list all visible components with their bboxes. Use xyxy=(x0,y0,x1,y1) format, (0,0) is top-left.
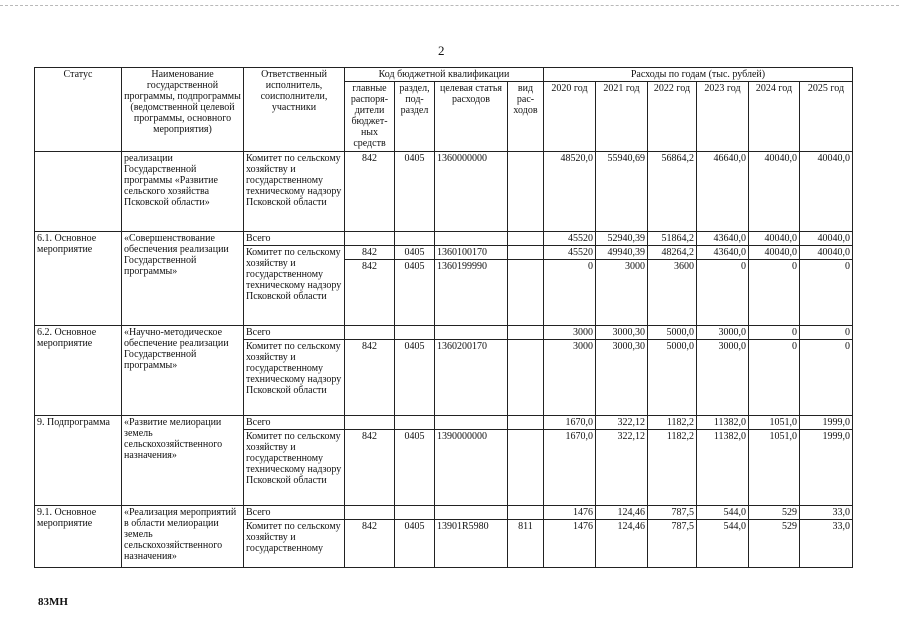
executor-cell: Комитет по сельскому хозяйству и государственному техническому надзору Псковской области xyxy=(244,430,345,506)
col-header-target: целевая статья расходов xyxy=(435,82,508,152)
target-cell: 1360200170 xyxy=(435,340,508,416)
grbs-cell: 842 xyxy=(345,260,395,326)
year-value-cell: 1670,0 xyxy=(544,416,596,430)
table-row xyxy=(35,506,853,520)
year-value-cell: 43640,0 xyxy=(697,246,749,260)
col-header-grbs: главные распоря-дители бюджет-ных средств xyxy=(345,82,395,152)
grbs-cell xyxy=(345,506,395,520)
year-value-cell: 40040,0 xyxy=(800,152,853,232)
year-value-cell: 124,46 xyxy=(596,506,648,520)
year-value-cell: 3000,30 xyxy=(596,340,648,416)
year-value-cell: 787,5 xyxy=(648,506,697,520)
target-cell xyxy=(435,232,508,246)
section-cell: 0405 xyxy=(395,340,435,416)
year-value-cell: 0 xyxy=(749,260,800,326)
exp-type-cell xyxy=(508,416,544,430)
year-value-cell: 43640,0 xyxy=(697,232,749,246)
year-value-cell: 0 xyxy=(800,326,853,340)
year-value-cell: 3000,0 xyxy=(697,326,749,340)
exp-type-cell xyxy=(508,506,544,520)
year-value-cell: 1051,0 xyxy=(749,416,800,430)
grbs-cell: 842 xyxy=(345,430,395,506)
name-cell: «Совершенствование обеспечения реализации Государственной программы» xyxy=(122,232,244,326)
executor-cell: Всего xyxy=(244,232,345,246)
grbs-cell: 842 xyxy=(345,152,395,232)
col-header-year: 2025 год xyxy=(800,82,853,152)
exp-type-cell xyxy=(508,246,544,260)
section-cell xyxy=(395,506,435,520)
name-cell: «Научно-методическое обеспечение реализации Государственной программы» xyxy=(122,326,244,416)
year-value-cell: 1476 xyxy=(544,520,596,568)
executor-cell: Комитет по сельскому хозяйству и государственному техническому надзору Псковской области xyxy=(244,246,345,326)
target-cell: 1360100170 xyxy=(435,246,508,260)
year-value-cell: 51864,2 xyxy=(648,232,697,246)
year-value-cell: 1182,2 xyxy=(648,416,697,430)
target-cell xyxy=(435,506,508,520)
col-header-year: 2020 год xyxy=(544,82,596,152)
col-header-year: 2022 год xyxy=(648,82,697,152)
year-value-cell: 3000,30 xyxy=(596,326,648,340)
page-number: 2 xyxy=(438,43,445,58)
table-row xyxy=(35,416,853,430)
grbs-cell: 842 xyxy=(345,340,395,416)
grbs-cell: 842 xyxy=(345,246,395,260)
col-header-year: 2024 год xyxy=(749,82,800,152)
exp-type-cell xyxy=(508,232,544,246)
grbs-cell xyxy=(345,232,395,246)
year-value-cell: 3600 xyxy=(648,260,697,326)
target-cell: 1390000000 xyxy=(435,430,508,506)
year-value-cell: 33,0 xyxy=(800,506,853,520)
year-value-cell: 40040,0 xyxy=(749,246,800,260)
year-value-cell: 48264,2 xyxy=(648,246,697,260)
exp-type-cell: 811 xyxy=(508,520,544,568)
year-value-cell: 11382,0 xyxy=(697,416,749,430)
year-value-cell: 544,0 xyxy=(697,520,749,568)
executor-cell: Всего xyxy=(244,506,345,520)
scan-artifact-line xyxy=(0,5,899,6)
col-header-budget-code: Код бюджетной квалификации xyxy=(345,68,544,82)
section-cell xyxy=(395,326,435,340)
year-value-cell: 1999,0 xyxy=(800,416,853,430)
year-value-cell: 529 xyxy=(749,506,800,520)
year-value-cell: 1051,0 xyxy=(749,430,800,506)
name-cell: «Реализация мероприятий в области мелиорации земель сельскохозяйственного назначения» xyxy=(122,506,244,568)
name-cell: «Развитие мелиорации земель сельскохозяйственного назначения» xyxy=(122,416,244,506)
year-value-cell: 787,5 xyxy=(648,520,697,568)
exp-type-cell xyxy=(508,260,544,326)
year-value-cell: 1476 xyxy=(544,506,596,520)
table-row xyxy=(35,232,853,246)
col-header-name: Наименование государственной программы, подпрограммы (ведомственной целевой программы, основного мероприятия) xyxy=(122,68,244,152)
status-cell: 9. Подпрограмма xyxy=(35,416,122,506)
year-value-cell: 3000 xyxy=(544,340,596,416)
exp-type-cell xyxy=(508,430,544,506)
year-value-cell: 322,12 xyxy=(596,430,648,506)
year-value-cell: 46640,0 xyxy=(697,152,749,232)
year-value-cell: 3000 xyxy=(596,260,648,326)
section-cell xyxy=(395,416,435,430)
year-value-cell: 45520 xyxy=(544,246,596,260)
year-value-cell: 11382,0 xyxy=(697,430,749,506)
executor-cell: Всего xyxy=(244,326,345,340)
col-header-responsible: Ответственный исполнитель, соисполнители, участники xyxy=(244,68,345,152)
year-value-cell: 40040,0 xyxy=(749,232,800,246)
status-cell: 6.2. Основное мероприятие xyxy=(35,326,122,416)
year-value-cell: 52940,39 xyxy=(596,232,648,246)
year-value-cell: 40040,0 xyxy=(749,152,800,232)
status-cell: 6.1. Основное мероприятие xyxy=(35,232,122,326)
table-row xyxy=(35,152,853,232)
target-cell xyxy=(435,326,508,340)
section-cell xyxy=(395,232,435,246)
section-cell: 0405 xyxy=(395,246,435,260)
target-cell: 1360000000 xyxy=(435,152,508,232)
year-value-cell: 1182,2 xyxy=(648,430,697,506)
status-cell xyxy=(35,152,122,232)
year-value-cell: 55940,69 xyxy=(596,152,648,232)
year-value-cell: 40040,0 xyxy=(800,232,853,246)
target-cell: 13901R5980 xyxy=(435,520,508,568)
target-cell xyxy=(435,416,508,430)
exp-type-cell xyxy=(508,326,544,340)
year-value-cell: 322,12 xyxy=(596,416,648,430)
grbs-cell: 842 xyxy=(345,520,395,568)
year-value-cell: 0 xyxy=(749,340,800,416)
year-value-cell: 45520 xyxy=(544,232,596,246)
executor-cell: Всего xyxy=(244,416,345,430)
col-header-expenses: Расходы по годам (тыс. рублей) xyxy=(544,68,853,82)
year-value-cell: 1670,0 xyxy=(544,430,596,506)
year-value-cell: 48520,0 xyxy=(544,152,596,232)
target-cell: 1360199990 xyxy=(435,260,508,326)
year-value-cell: 124,46 xyxy=(596,520,648,568)
year-value-cell: 5000,0 xyxy=(648,326,697,340)
footer-code: 83МН xyxy=(38,596,68,608)
year-value-cell: 5000,0 xyxy=(648,340,697,416)
col-header-status: Статус xyxy=(35,68,122,152)
year-value-cell: 0 xyxy=(697,260,749,326)
col-header-year: 2023 год xyxy=(697,82,749,152)
year-value-cell: 49940,39 xyxy=(596,246,648,260)
section-cell: 0405 xyxy=(395,430,435,506)
year-value-cell: 3000,0 xyxy=(697,340,749,416)
executor-cell: Комитет по сельскому хозяйству и государственному xyxy=(244,520,345,568)
name-cell: реализации Государственной программы «Развитие сельского хозяйства Псковской области» xyxy=(122,152,244,232)
year-value-cell: 0 xyxy=(544,260,596,326)
grbs-cell xyxy=(345,326,395,340)
year-value-cell: 0 xyxy=(800,340,853,416)
year-value-cell: 3000 xyxy=(544,326,596,340)
year-value-cell: 0 xyxy=(749,326,800,340)
year-value-cell: 56864,2 xyxy=(648,152,697,232)
header-row xyxy=(35,68,853,82)
section-cell: 0405 xyxy=(395,260,435,326)
year-value-cell: 529 xyxy=(749,520,800,568)
col-header-section: раздел, под-раздел xyxy=(395,82,435,152)
year-value-cell: 0 xyxy=(800,260,853,326)
year-value-cell: 33,0 xyxy=(800,520,853,568)
executor-cell: Комитет по сельскому хозяйству и государственному техническому надзору Псковской области xyxy=(244,340,345,416)
year-value-cell: 544,0 xyxy=(697,506,749,520)
status-cell: 9.1. Основное мероприятие xyxy=(35,506,122,568)
table-row xyxy=(35,326,853,340)
year-value-cell: 1999,0 xyxy=(800,430,853,506)
grbs-cell xyxy=(345,416,395,430)
year-value-cell: 40040,0 xyxy=(800,246,853,260)
col-header-year: 2021 год xyxy=(596,82,648,152)
section-cell: 0405 xyxy=(395,152,435,232)
exp-type-cell xyxy=(508,152,544,232)
col-header-exp-type: вид рас-ходов xyxy=(508,82,544,152)
budget-table xyxy=(34,67,853,568)
exp-type-cell xyxy=(508,340,544,416)
section-cell: 0405 xyxy=(395,520,435,568)
executor-cell: Комитет по сельскому хозяйству и государственному техническому надзору Псковской области xyxy=(244,152,345,232)
